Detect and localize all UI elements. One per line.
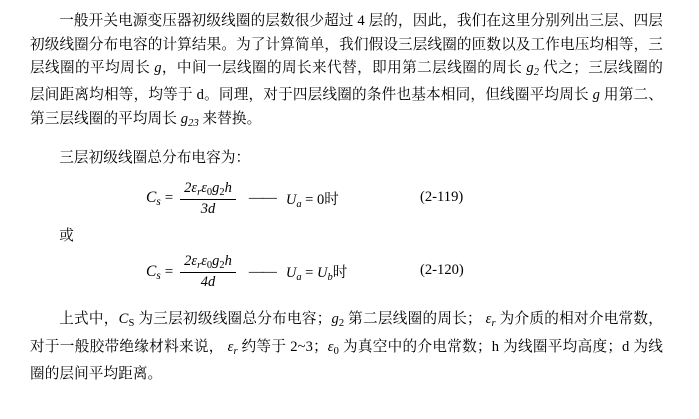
equation-2-120-number: (2-120) (420, 262, 464, 279)
equation-2-119-fraction (180, 180, 236, 218)
symbol-g2-subscript: 2 (533, 66, 540, 78)
equation-2-119-dash: —— (248, 190, 276, 207)
cond-var: U (285, 191, 297, 208)
equation-2-119-number: (2-119) (420, 188, 464, 205)
equation-2-120-dash: —— (248, 263, 276, 280)
equation-2-119-denominator: 3d (200, 200, 216, 217)
num2-eps-0-sub: 0 (206, 260, 213, 272)
equation-2-119-numerator (180, 180, 236, 199)
num-g-sub: 2 (219, 186, 225, 198)
equation-2-120-condition (286, 261, 347, 283)
num2-eps-r-sub: r (197, 260, 202, 272)
symbol-g2-def: g (331, 311, 339, 328)
equation-2-119-lhs-subscript: s (156, 196, 161, 209)
paragraph-intro (30, 0, 663, 135)
def-text-2: 为三层初级线圈总分布电容； (134, 311, 332, 328)
def-text-6: 为真空中的介电常数；h 为线圈平均高度；d 为线圈的层间平均距离。 (30, 338, 664, 383)
num2-g: g (212, 253, 220, 270)
cond2-tail: 时 (332, 265, 348, 282)
equation-2-120-body (146, 248, 347, 296)
symbol-cs: C (118, 311, 129, 328)
paragraph-intro-text-4: 用第二、第三层线圈的平均周长 (30, 87, 663, 127)
equation-2-120-lhs (146, 263, 165, 282)
paragraph-intro-text-1: 一般开关电源变压器初级线圈的层数很少超过 4 层的，因此，我们在这里分别列出三层、四层初级线圈分布电容的计算结果。为了计算简单，我们假设三层线圈的匝数以及工作电压均相等，三层线圈的平均周长 (30, 13, 663, 76)
cond2-var-sub: a (296, 272, 302, 284)
num-eps-0: ε (201, 179, 207, 196)
symbol-eps-0: ε (327, 338, 334, 355)
symbol-eps-r-sub: r (491, 318, 496, 330)
equation-2-120-lhs-symbol: C (146, 262, 157, 280)
equation-2-120-denominator: 4d (200, 274, 216, 291)
symbol-eps-r2: ε (227, 338, 234, 355)
equation-2-120-equals: = (164, 263, 174, 280)
cond2-rest: = (301, 265, 317, 282)
equation-2-119-body (146, 175, 339, 223)
num-coef: 2 (184, 179, 192, 196)
def-text-4: 为介质的相对介电常数，对于一般胶带绝缘材料来说， (30, 311, 663, 355)
cond2-var2: U (316, 265, 328, 282)
equation-2-119 (0, 175, 699, 223)
symbol-g23: g (180, 110, 189, 127)
paragraph-intro-text-3: 代之；三层线圈的层间距离均相等，均等于 d。同理，对于四层线圈的条件也基本相同，但线圈平均周长 (30, 60, 663, 104)
equation-2-120-lhs-subscript: s (156, 269, 161, 282)
def-text-3: 第二层线圈的周长； (344, 311, 486, 328)
num-eps-r-sub: r (197, 186, 202, 198)
symbol-g-b: g (592, 87, 601, 104)
cond2-var2-sub: b (327, 272, 333, 284)
cond2-var: U (285, 265, 297, 282)
num-eps-r: ε (191, 179, 198, 196)
equation-2-119-condition (286, 188, 339, 210)
num2-g-sub: 2 (219, 260, 225, 272)
equation-2-120-fraction (180, 253, 236, 291)
symbol-eps-r: ε (485, 311, 492, 328)
num-eps-0-sub: 0 (206, 186, 213, 198)
paragraph-lead-in: 三层初级线圈总分布电容为： (59, 150, 251, 167)
num2-eps-r: ε (191, 253, 198, 270)
cond-rest: = 0时 (301, 191, 339, 208)
equation-2-120 (0, 248, 699, 296)
symbol-g23-subscript: 23 (188, 117, 199, 129)
symbol-g: g (154, 60, 162, 76)
symbol-cs-sub: S (128, 318, 135, 330)
paragraph-definitions (30, 296, 663, 386)
equation-2-119-lhs-symbol: C (146, 189, 157, 207)
paragraph-intro-text-5: 来替换。 (198, 110, 262, 127)
equation-2-120-numerator (180, 253, 236, 272)
equation-2-119-equals: = (164, 190, 174, 207)
symbol-eps-r2-sub: r (233, 345, 238, 357)
num2-h: h (224, 253, 232, 270)
num2-coef: 2 (184, 253, 192, 270)
num-g: g (212, 179, 220, 196)
def-text-1: 上式中， (59, 311, 119, 328)
num-h: h (224, 179, 232, 196)
paragraph-or: 或 (59, 227, 74, 244)
def-text-5: 约等于 2~3； (237, 338, 328, 355)
symbol-eps-0-sub: 0 (333, 345, 339, 357)
cond-var-sub: a (296, 198, 302, 210)
paragraph-intro-text-2: ，中间一层线圈的周长来代替，即用第二层线圈的周长 (161, 60, 527, 76)
equation-2-119-lhs (146, 189, 165, 208)
symbol-g2-def-sub: 2 (338, 318, 345, 330)
symbol-g2: g (526, 60, 534, 76)
num2-eps-0: ε (201, 253, 207, 270)
